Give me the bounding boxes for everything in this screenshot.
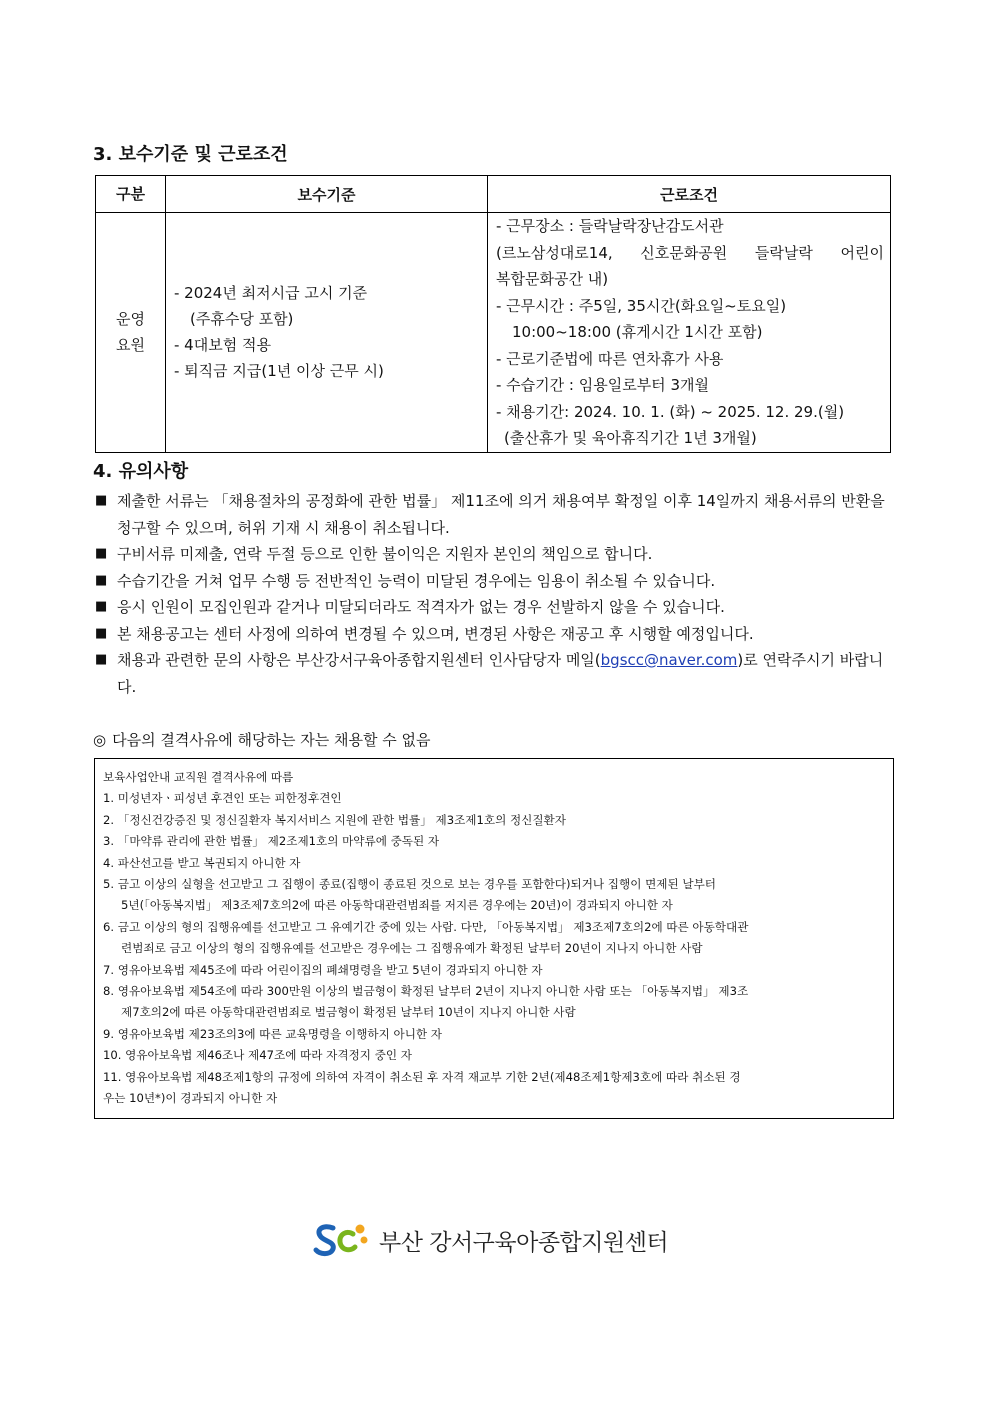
note-text: 제출한 서류는 「채용절차의 공정화에 관한 법률」 제11조에 의거 채용여부 확정일 이후 14일까지 채용서류의 반환을 청구할 수 있으며, 허위 기재 시 채용이 취소됩니다. [117,492,885,537]
note-text: 수습기간을 거쳐 업무 수행 등 전반적인 능력이 미달된 경우에는 임용이 취소될 수 있습니다. [117,571,716,590]
pay-item: - 퇴직금 지급(1년 이상 근무 시) [174,362,384,381]
list-item [95,621,897,648]
disqualification-item: 4. 파산선고를 받고 복권되지 아니한 자 [103,855,301,870]
pay-item: - 2024년 최저시급 고시 기준 [174,284,368,303]
bullet-icon: ■ [95,625,108,641]
disqualification-item: 10. 영유아보육법 제46조나 제47조에 따라 자격정지 중인 자 [103,1048,412,1063]
disqualification-item: 우는 10년*)이 경과되지 아니한 자 [103,1091,278,1106]
note-text: 본 채용공고는 센터 사정에 의하여 변경될 수 있으며, 변경된 사항은 재공고 후 시행할 예정입니다. [117,624,754,643]
table-header-row [96,176,891,213]
condition-item: 10:00~18:00 (휴게시간 1시간 포함) [512,323,763,341]
category-line: 운영 [116,310,145,329]
bullet-icon: ■ [95,572,108,588]
disqualification-item: 제7호의2에 따른 아동학대관련범죄로 벌금형이 확정된 날부터 10년이 지나지 아니한 사람 [121,1005,576,1020]
condition-item: - 근무장소 : 들락날락장난감도서관 [496,217,724,235]
disqualification-item: 8. 영유아보육법 제54조에 따라 300만원 이상의 벌금형이 확정된 날부터 2년이 지나지 아니한 사람 또는 「아동복지법」 제3조 [103,984,749,999]
disqualification-item: 3. 「마약류 관리에 관한 법률」 제2조제1호의 마약류에 중독된 자 [103,834,440,849]
condition-item: 복합문화공간 내) [496,270,609,288]
condition-item: (출산휴가 및 육아휴직기간 1년 3개월) [504,429,757,447]
footer-logo [313,1218,668,1262]
list-item [95,647,897,700]
double-circle-icon: ◎ [93,731,107,749]
list-item [95,488,897,541]
disqualification-item: 6. 금고 이상의 형의 집행유예를 선고받고 그 유예기간 중에 있는 사람. 다만, 「아동복지법」 제3조제7호의2에 따른 아동학대관 [103,919,749,934]
condition-item: - 채용기간: 2024. 10. 1. (화) ~ 2025. 12. 29.(월) [496,402,845,421]
center-logo-icon [313,1220,373,1260]
condition-item: - 근로기준법에 따른 연차휴가 사용 [496,349,724,368]
list-item [95,541,897,568]
header-category: 구분 [96,176,166,213]
bullet-icon: ■ [95,546,108,561]
disqualification-item: 7. 영유아보육법 제45조에 따라 어린이집의 폐쇄명령을 받고 5년이 경과되지 아니한 자 [103,962,543,977]
notes-list [95,488,897,700]
category-line: 요원 [116,336,145,355]
disqualification-item: 9. 영유아보육법 제23조의3에 따른 교육명령을 이행하지 아니한 자 [103,1026,442,1041]
header-conditions: 근로조건 [488,176,891,213]
note-text: 응시 인원이 모집인원과 같거나 미달되더라도 적격자가 없는 경우 선발하지 않을 수 있습니다. [117,598,725,616]
section3-title: 3. 보수기준 및 근로조건 [93,144,288,165]
section4-title: 4. 유의사항 [93,461,189,482]
contact-note [117,647,897,700]
category-cell [96,213,166,453]
condition-item: - 근무시간 : 주5일, 35시간(화요일~토요일) [496,296,787,315]
disqualification-item: 련범죄로 금고 이상의 형의 집행유예를 선고받은 경우에는 그 집행유예가 확정된 날부터 20년이 지나지 아니한 사람 [121,941,703,956]
org-name: 부산 강서구육아종합지원센터 [379,1229,669,1256]
conditions-cell [488,213,891,453]
condition-item: (르노삼성대로14, 신호문화공원 들락날락 어린이 [496,243,884,262]
disqualification-heading-text: 다음의 결격사유에 해당하는 자는 채용할 수 없음 [112,731,431,749]
pay-cell [166,213,488,453]
box-intro: 보육사업안내 교직원 결격사유에 따름 [103,770,294,784]
disqualification-box [94,758,894,1119]
disqualification-item: 1. 미성년자ㆍ피성년 후견인 또는 피한정후견인 [103,791,342,806]
disqualification-heading [93,729,431,750]
pay-conditions-table [95,175,891,453]
disqualification-item: 2. 「정신건강증진 및 정신질환자 복지서비스 지원에 관한 법률」 제3조제1호의 정신질환자 [103,812,566,827]
note-text: 구비서류 미제출, 연락 두절 등으로 인한 불이익은 지원자 본인의 책임으로 합니다. [117,545,653,563]
disqualification-item: 11. 영유아보육법 제48조제1항의 규정에 의하여 자격이 취소된 후 자격 재교부 기한 2년(제48조제1항제3호에 따라 취소된 경 [103,1069,741,1084]
bullet-icon: ■ [95,652,108,667]
contact-text-before: 채용과 관련한 문의 사항은 부산강서구육아종합지원센터 인사담당자 메일( [117,651,601,669]
disqualification-item: 5. 금고 이상의 실형을 선고받고 그 집행이 종료(집행이 종료된 것으로 보는 경우를 포함한다)되거나 집행이 면제된 날부터 [103,877,716,892]
list-item [95,568,897,595]
pay-item: - 4대보험 적용 [174,336,271,355]
bullet-icon: ■ [95,599,108,614]
email-link[interactable]: bgscc@naver.com [600,651,738,669]
disqualification-item: 5년(「아동복지법」 제3조제7호의2에 따른 아동학대관련범죄를 저지른 경우에는 20년)이 경과되지 아니한 자 [121,898,673,913]
pay-item: (주휴수당 포함) [190,310,294,329]
contact-text-after: )로 연락주시기 바랍니다. [117,651,884,696]
table-row [96,213,891,453]
list-item [95,594,897,621]
header-pay: 보수기준 [166,176,488,213]
condition-item: - 수습기간 : 임용일로부터 3개월 [496,376,709,394]
bullet-icon: ■ [95,493,108,508]
